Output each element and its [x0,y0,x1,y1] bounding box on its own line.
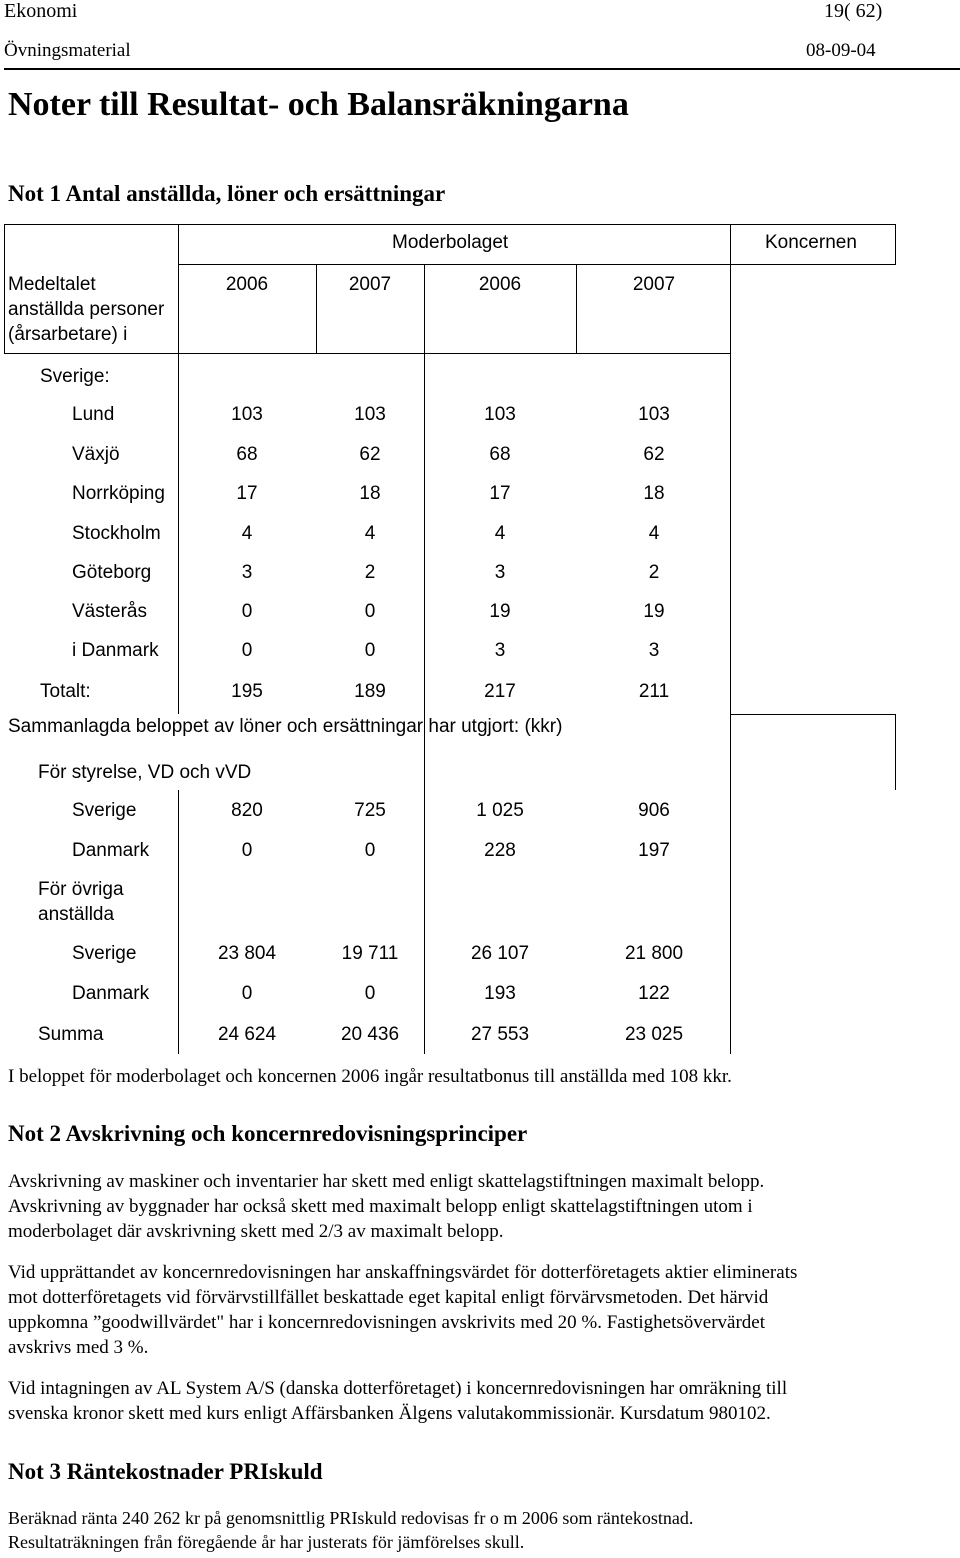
moderbolaget-header: Moderbolaget [392,232,509,253]
cell-value: 3 [494,640,506,661]
note1-heading: Not 1 Antal anställda, löner och ersättningar [8,181,446,206]
cell-value: 0 [241,983,253,1004]
note2-text: Vid upprättandet av koncernredovisningen har anskaffningsvärdet för dotterföretagets aktier eliminerats [8,1262,798,1283]
sum-value: 20 436 [340,1024,400,1045]
cell-value: 3 [494,562,506,583]
cell-value: 3 [648,640,660,661]
note3-heading: Not 3 Räntekostnader PRIskuld [8,1459,323,1484]
row-label: Sverige [72,943,137,964]
note2-text: moderbolaget där avskrivning skett med 2/3 av maximalt belopp. [8,1221,504,1242]
cell-value: 17 [236,483,258,504]
koncernen-header: Koncernen [765,232,857,253]
table-divider [178,224,179,354]
table-divider [730,714,896,715]
cell-value: 19 [489,601,511,622]
cell-value: 68 [236,444,258,465]
note2-text: avskrivs med 3 %. [8,1337,149,1358]
total-value: 195 [231,681,263,702]
page-title: Noter till Resultat- och Balansräkningarna [8,86,629,123]
sum-value: 24 624 [217,1024,277,1045]
header-date: 08-09-04 [806,40,876,61]
row-label: Växjö [72,444,120,465]
cell-value: 4 [494,523,506,544]
cell-value: 0 [241,840,253,861]
year-header: 2006 [225,274,269,295]
year-header: 2007 [348,274,392,295]
cell-value: 103 [638,404,670,425]
note2-heading: Not 2 Avskrivning och koncernredovisningsprinciper [8,1121,528,1146]
cell-value: 0 [364,640,376,661]
note2-text: Vid intagningen av AL System A/S (danska dotterföretaget) i koncernredovisningen har omräkning till [8,1378,788,1399]
table-divider [4,353,730,354]
cell-value: 1 025 [476,800,524,821]
table-divider [178,264,730,265]
cell-value: 18 [643,483,665,504]
header-rule [4,68,960,70]
sum-value: 27 553 [470,1024,530,1045]
cell-value: 725 [354,800,386,821]
table-top-border [4,224,896,225]
note2-text: svenska kronor skett med kurs enligt Affärsbanken Älgens valutakommissionär. Kursdatum 980102. [8,1403,771,1424]
row-label: Stockholm [72,523,161,544]
table-right-border [895,714,896,790]
note1-footnote: I beloppet för moderbolaget och koncernen 2006 ingår resultatbonus till anställda med 108 kkr. [8,1066,732,1087]
board-label: För styrelse, VD och vVD [38,762,252,783]
total-value: 211 [638,681,670,702]
table-divider [178,354,179,714]
row-label: Västerås [72,601,147,622]
sum-label: Summa [38,1024,104,1045]
cell-value: 0 [364,983,376,1004]
cell-value: 21 800 [624,943,684,964]
cell-value: 2 [364,562,376,583]
note2-text: Avskrivning av byggnader har också skett med maximalt belopp enligt skattelagstiftningen utom i [8,1196,753,1217]
cell-value: 122 [638,983,670,1004]
row-label: Göteborg [72,562,152,583]
cell-value: 0 [364,840,376,861]
table-desc-line: (årsarbetare) i [8,324,128,345]
total-label: Totalt: [40,681,91,702]
cell-value: 4 [364,523,376,544]
table-divider [576,264,577,354]
row-label: i Danmark [72,640,159,661]
cell-value: 3 [241,562,253,583]
page-number: 19( 62) [824,0,883,22]
note3-text: Beräknad ränta 240 262 kr på genomsnittlig PRIskuld redovisas fr o m 2006 som räntekostnad. [8,1508,694,1528]
row-label: Danmark [72,840,150,861]
year-header: 2006 [478,274,522,295]
row-label: Sverige [72,800,137,821]
cell-value: 19 711 [341,943,399,964]
other-label: För övriga [38,879,124,900]
other-label: anställda [38,904,115,925]
cell-value: 906 [638,800,670,821]
cell-value: 2 [648,562,660,583]
cell-value: 19 [643,601,665,622]
cell-value: 4 [648,523,660,544]
cell-value: 62 [359,444,381,465]
cell-value: 820 [231,800,263,821]
row-label: Norrköping [72,483,165,504]
salary-heading: Sammanlagda beloppet av löner och ersättningar har utgjort: (kkr) [8,716,563,737]
table-divider [730,224,731,1054]
table-right-border [895,224,896,264]
cell-value: 23 804 [217,943,277,964]
header-sub-left: Övningsmaterial [4,40,131,61]
note3-text: Resultaträkningen från föregående år har justerats för jämförelses skull. [8,1532,525,1552]
total-value: 217 [484,681,516,702]
cell-value: 197 [638,840,670,861]
table-left-border [4,224,5,354]
cell-value: 4 [241,523,253,544]
table-divider [730,264,896,265]
cell-value: 193 [484,983,516,1004]
table-desc-line: anställda personer [8,299,165,320]
cell-value: 0 [241,640,253,661]
row-label: Lund [72,404,115,425]
cell-value: 0 [241,601,253,622]
cell-value: 228 [484,840,516,861]
sum-value: 23 025 [624,1024,684,1045]
cell-value: 68 [489,444,511,465]
note2-text: Avskrivning av maskiner och inventarier har skett med enligt skattelagstiftningen maximalt belopp. [8,1171,765,1192]
note2-text: uppkomna ”goodwillvärdet" har i koncernredovisningen avskrivits med 20 %. Fastighetsövervärdet [8,1312,766,1333]
cell-value: 103 [354,404,386,425]
cell-value: 103 [231,404,263,425]
row-label: Danmark [72,983,150,1004]
cell-value: 0 [364,601,376,622]
cell-value: 103 [484,404,516,425]
sverige-group-label: Sverige: [40,366,110,387]
year-header: 2007 [632,274,676,295]
header-left: Ekonomi [4,0,78,22]
cell-value: 17 [489,483,511,504]
note2-text: mot dotterföretagets vid förvärvstillfället beskattade eget kapital enligt förvärvsmetoden. Det härvid [8,1287,769,1308]
table-divider [178,790,179,1054]
table-desc-line: Medeltalet [8,274,96,295]
total-value: 189 [354,681,386,702]
cell-value: 62 [643,444,665,465]
cell-value: 18 [359,483,381,504]
cell-value: 26 107 [470,943,530,964]
